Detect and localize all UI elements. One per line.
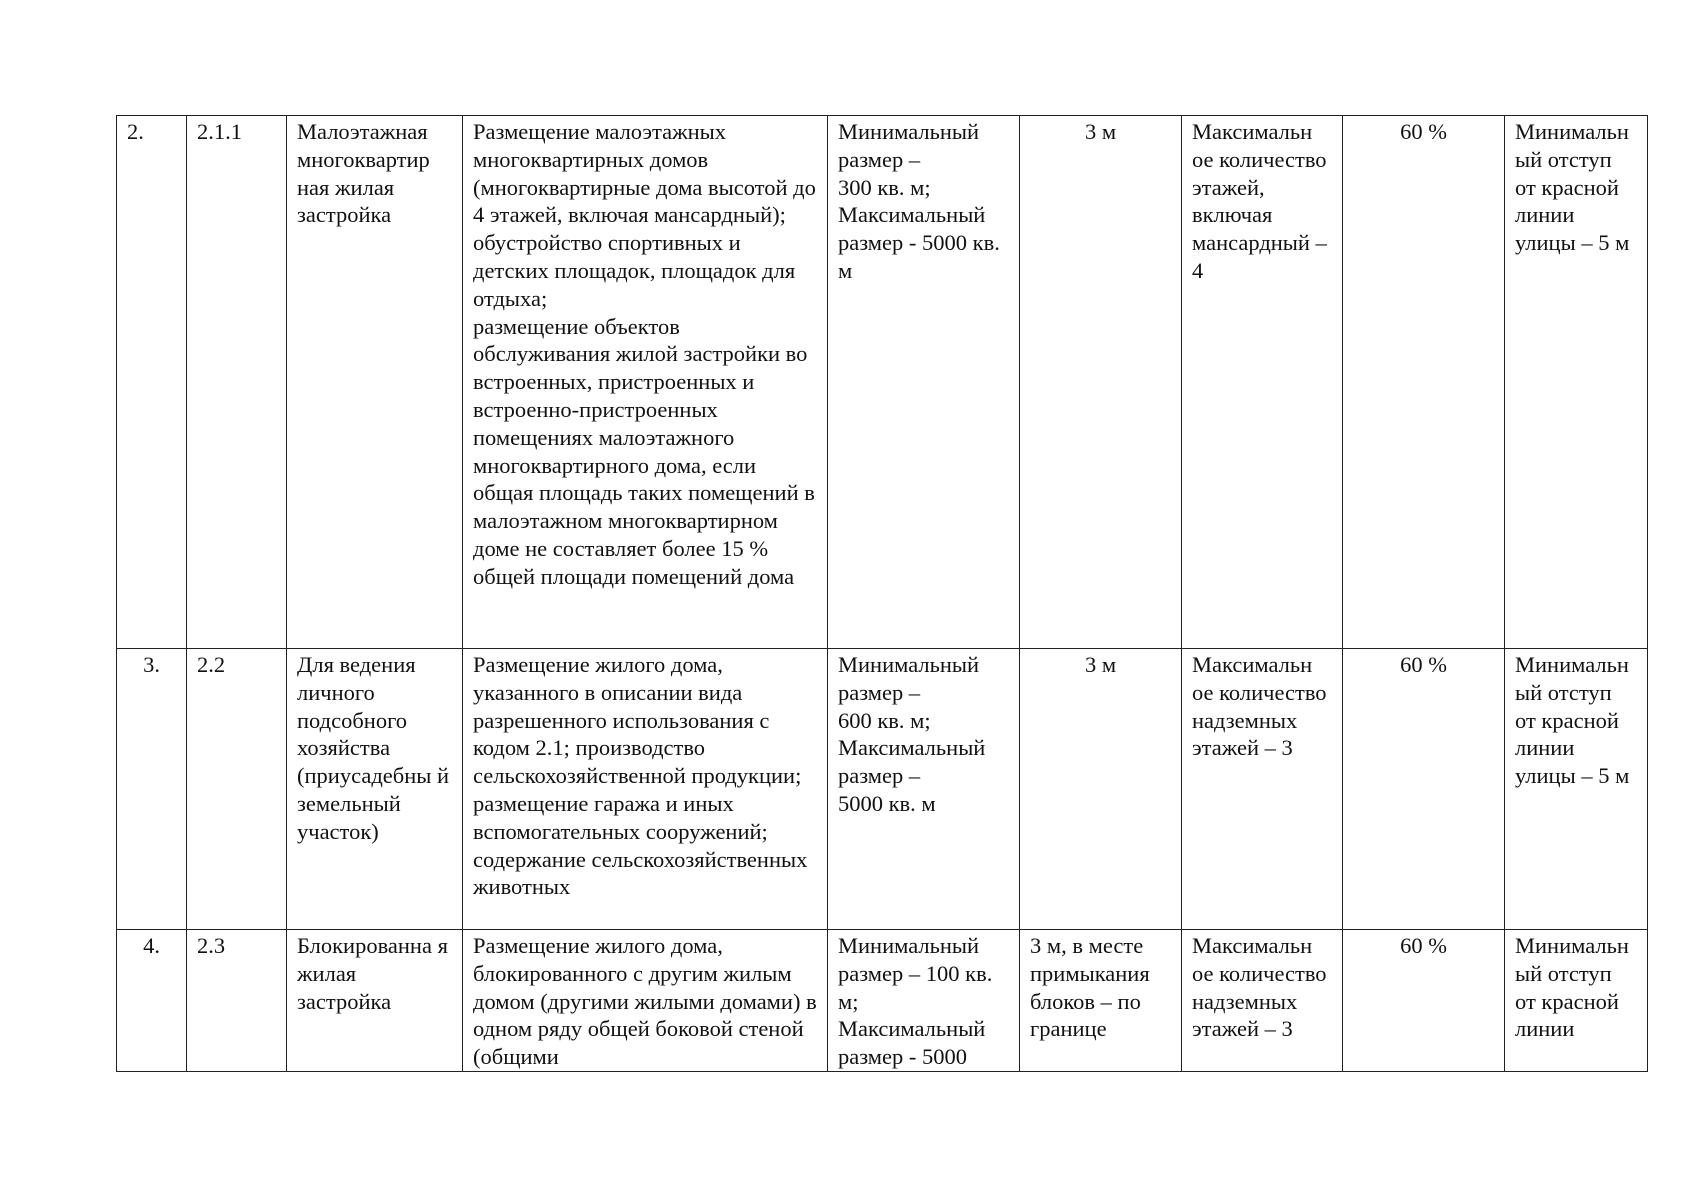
coverage-cell: 60 % <box>1343 649 1505 930</box>
use-code-cell: 2.3 <box>187 930 287 1072</box>
use-description-cell: Размещение жилого дома, блокированного с другим жилым домом (другими жилыми домами) в одном ряду общей боковой стеной (общими <box>463 930 828 1072</box>
use-description-cell: Размещение жилого дома, указанного в описании вида разрешенного использования с кодом 2.1; производство сельскохозяйственной продукции; размещение гаража и иных вспомогательных сооружений; содержание сельскохозяйственных животных <box>463 649 828 930</box>
coverage-cell: 60 % <box>1343 116 1505 649</box>
use-code-cell: 2.2 <box>187 649 287 930</box>
use-name-cell: Блокированна я жилая застройка <box>287 930 463 1072</box>
table-row <box>117 116 1648 649</box>
use-description-cell: Размещение малоэтажных многоквартирных домов (многоквартирные дома высотой до 4 этажей, включая мансардный); обустройство спортивных и детских площадок, площадок для отдыха; размещение объектов обслуживания жилой застройки во встроенных, пристроенных и встроенно-пристроенных помещениях малоэтажного многоквартирного дома, если общая площадь таких помещений в малоэтажном многоквартирном доме не составляет более 15 % общей площади помещений дома <box>463 116 828 649</box>
table-row <box>117 649 1648 930</box>
setback-cell: 3 м, в месте примыкания блоков – по границе <box>1020 930 1182 1072</box>
zoning-regulations-table <box>116 115 1648 1072</box>
red-line-setback-cell: Минимальн ый отступ от красной линии улицы – 5 м <box>1505 116 1648 649</box>
coverage-cell: 60 % <box>1343 930 1505 1072</box>
plot-size-cell: Минимальный размер – 100 кв. м; Максимальный размер - 5000 <box>828 930 1020 1072</box>
setback-cell: 3 м <box>1020 116 1182 649</box>
plot-size-cell: Минимальный размер – 600 кв. м; Максимальный размер – 5000 кв. м <box>828 649 1020 930</box>
row-number-cell: 4. <box>117 930 187 1072</box>
setback-cell: 3 м <box>1020 649 1182 930</box>
row-number-cell: 2. <box>117 116 187 649</box>
plot-size-cell: Минимальный размер – 300 кв. м; Максимальный размер - 5000 кв. м <box>828 116 1020 649</box>
row-number-cell: 3. <box>117 649 187 930</box>
use-name-cell: Малоэтажная многоквартир ная жилая застройка <box>287 116 463 649</box>
floors-cell: Максимальн ое количество надземных этажей – 3 <box>1182 649 1343 930</box>
use-code-cell: 2.1.1 <box>187 116 287 649</box>
red-line-setback-cell: Минимальн ый отступ от красной линии улицы – 5 м <box>1505 649 1648 930</box>
floors-cell: Максимальн ое количество этажей, включая мансардный – 4 <box>1182 116 1343 649</box>
red-line-setback-cell: Минимальн ый отступ от красной линии <box>1505 930 1648 1072</box>
floors-cell: Максимальн ое количество надземных этажей – 3 <box>1182 930 1343 1072</box>
table-row <box>117 930 1648 1072</box>
use-name-cell: Для ведения личного подсобного хозяйства (приусадебны й земельный участок) <box>287 649 463 930</box>
